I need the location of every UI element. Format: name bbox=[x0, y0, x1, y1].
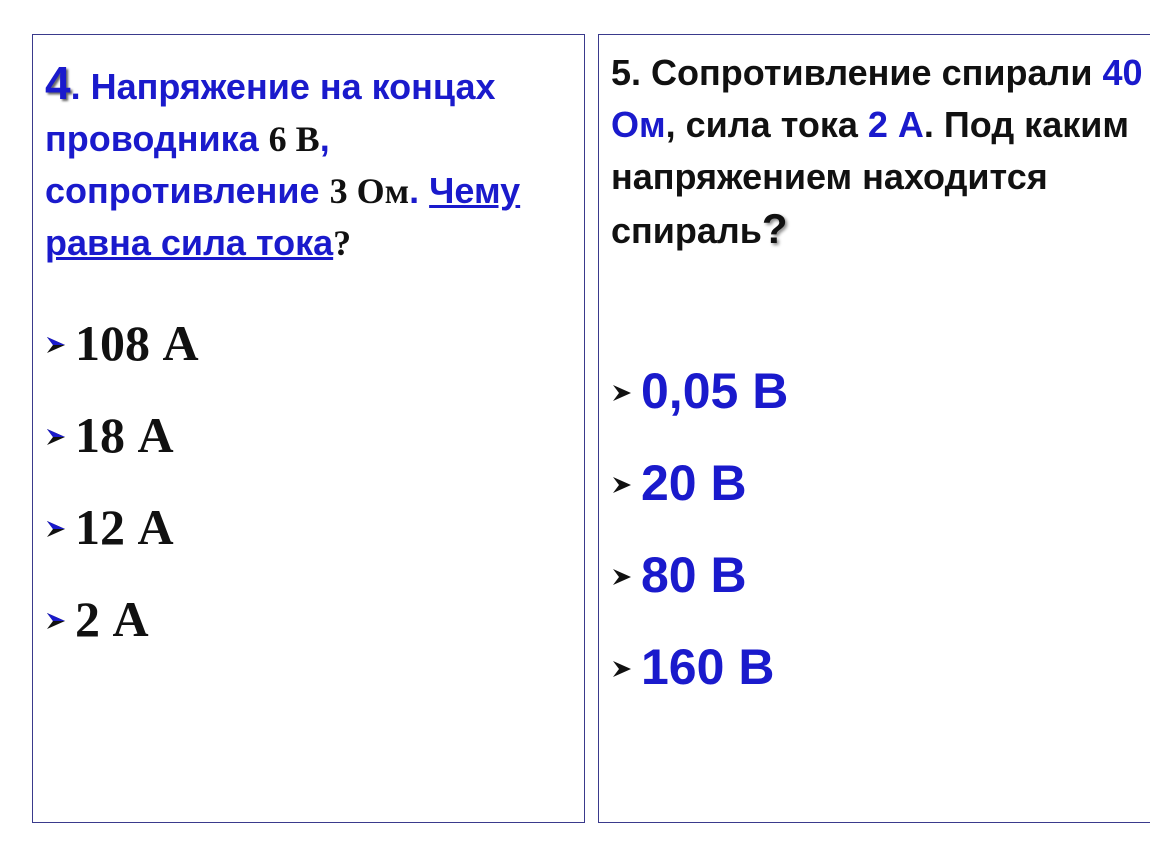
q5-resistance-value: 40 Ом bbox=[611, 52, 1143, 145]
answer-option[interactable] bbox=[611, 345, 788, 437]
option-label: 80 В bbox=[641, 547, 747, 603]
q5-text-part2: , сила тока bbox=[665, 104, 868, 145]
q5-question-mark: ? bbox=[761, 205, 788, 252]
question-4-options bbox=[45, 297, 199, 665]
answer-option[interactable] bbox=[45, 297, 199, 389]
option-label: 12 А bbox=[75, 499, 174, 555]
arrow-bullet-icon bbox=[611, 567, 641, 592]
arrow-bullet-icon bbox=[611, 475, 641, 500]
q4-text-part3: . bbox=[409, 170, 430, 211]
answer-option[interactable] bbox=[45, 481, 199, 573]
option-label: 2 А bbox=[75, 591, 149, 647]
option-label: 160 В bbox=[641, 639, 775, 695]
question-5-text bbox=[611, 47, 1150, 257]
option-label: 18 А bbox=[75, 407, 174, 463]
q5-text-part1: 5. Сопротивление спирали bbox=[611, 52, 1103, 93]
q5-text-part3: . Под каким напряжением находится спираль bbox=[611, 104, 1129, 251]
question-4-number: 4 bbox=[45, 57, 71, 109]
option-label: 20 В bbox=[641, 455, 747, 511]
q5-current-value: 2 А bbox=[867, 104, 924, 145]
q4-question-mark: ? bbox=[333, 223, 352, 263]
answer-option[interactable] bbox=[45, 573, 199, 665]
arrow-bullet-icon bbox=[611, 383, 641, 408]
answer-option[interactable] bbox=[611, 437, 788, 529]
answer-option[interactable] bbox=[611, 529, 788, 621]
q4-text-part2: , сопротивление bbox=[45, 118, 330, 211]
q4-text-part1: . Напряжение на концах проводника bbox=[45, 66, 496, 159]
arrow-bullet-icon bbox=[45, 611, 75, 636]
answer-option[interactable] bbox=[611, 621, 788, 713]
question-4-card bbox=[32, 34, 585, 823]
q4-question: Чему равна сила тока bbox=[45, 170, 521, 263]
q4-voltage-value: 6 В bbox=[268, 119, 320, 159]
arrow-bullet-icon bbox=[45, 427, 75, 452]
question-4-text bbox=[45, 57, 580, 269]
option-label: 0,05 В bbox=[641, 363, 789, 419]
answer-option[interactable] bbox=[45, 389, 199, 481]
q4-resistance-value: 3 Ом bbox=[329, 171, 410, 211]
option-label: 108 А bbox=[75, 315, 199, 371]
arrow-bullet-icon bbox=[611, 659, 641, 684]
question-5-options bbox=[611, 345, 788, 713]
arrow-bullet-icon bbox=[45, 335, 75, 360]
question-5-card bbox=[598, 34, 1150, 823]
arrow-bullet-icon bbox=[45, 519, 75, 544]
